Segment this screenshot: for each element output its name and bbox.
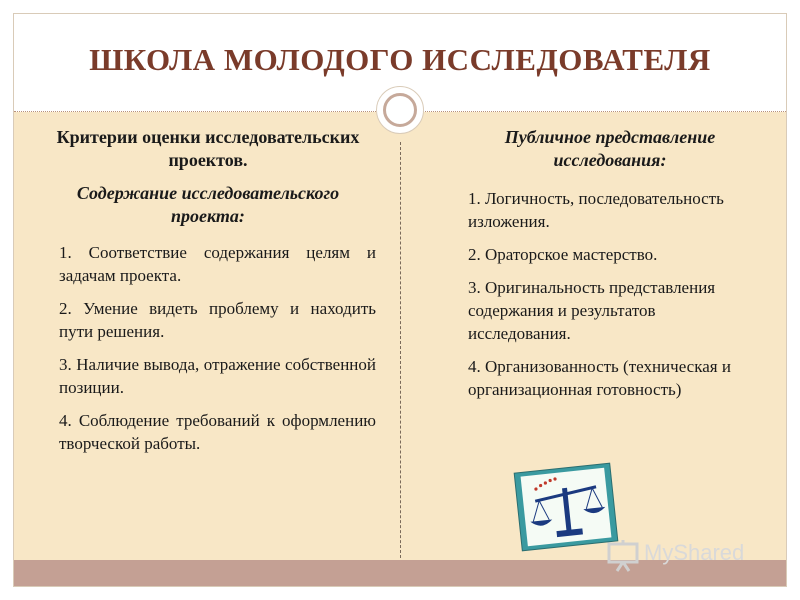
scales-of-justice-icon [512, 461, 620, 553]
right-item-1: 1. Логичность, последовательность изложения. [468, 189, 724, 231]
presentation-board-icon [606, 538, 642, 572]
decorative-ring-icon [383, 93, 417, 127]
left-column [40, 126, 376, 455]
left-item-2: 2. Умение видеть проблему и находить пути решения. [59, 299, 376, 341]
right-item-4: 4. Организованность (техническая и организационная готовность) [468, 357, 731, 399]
logo-text: MyShared [644, 540, 745, 565]
left-item-1: 1. Соответствие содержания целям и задачам проекта. [59, 243, 376, 285]
myshared-logo [606, 538, 766, 572]
left-heading: Критерии оценки исследовательских проектов. [56, 127, 360, 170]
right-item-3: 3. Оригинальность представления содержания и результатов исследования. [468, 278, 716, 343]
right-column [460, 126, 760, 401]
right-item-2: 2. Ораторское мастерство. [468, 245, 658, 264]
left-subheading: Содержание исследовательского проекта: [76, 183, 340, 226]
column-divider [400, 142, 401, 558]
right-heading: Публичное представление исследования: [504, 127, 716, 170]
left-item-4: 4. Соблюдение требований к оформлению творческой работы. [59, 411, 376, 453]
slide-title: ШКОЛА МОЛОДОГО ИССЛЕДОВАТЕЛЯ [89, 42, 711, 77]
left-item-3: 3. Наличие вывода, отражение собственной позиции. [59, 355, 376, 397]
